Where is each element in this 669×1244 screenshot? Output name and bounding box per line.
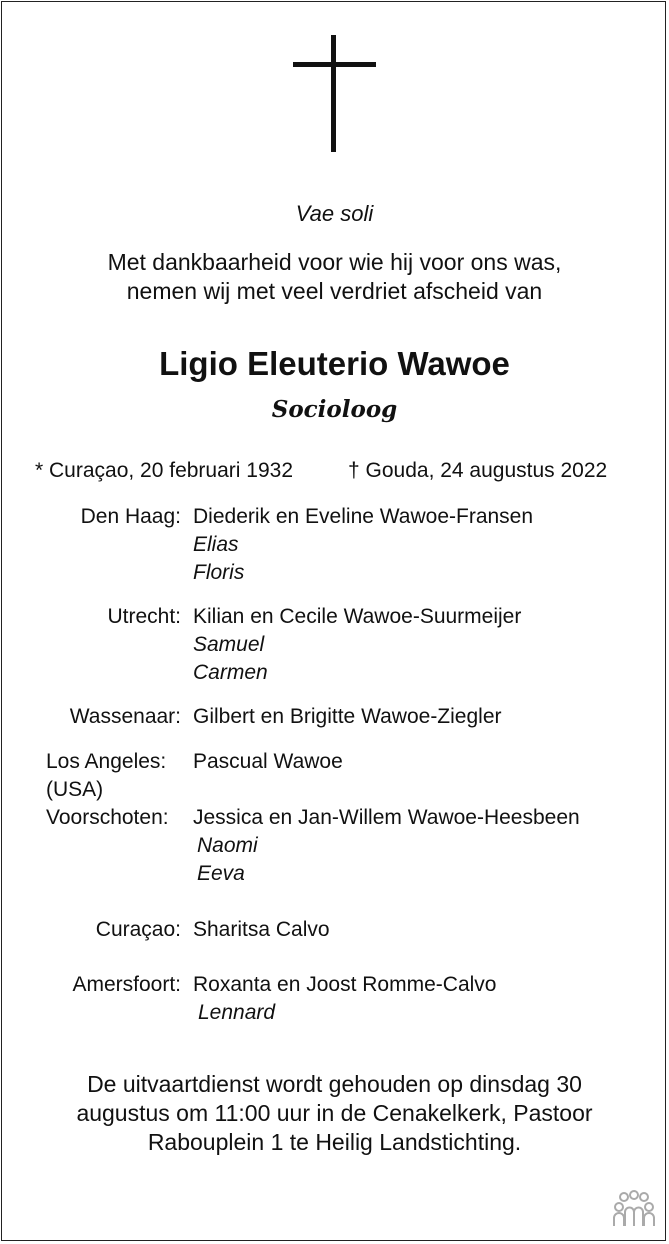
cross-icon [293, 35, 376, 152]
family-place: Curaçao: [95, 918, 181, 941]
family-adults: Roxanta en Joost Romme-Calvo [193, 973, 497, 996]
family-place: Den Haag: [80, 505, 181, 528]
family-names [193, 804, 580, 888]
family-adults: Jessica en Jan-Willem Wawoe-Heesbeen [193, 806, 580, 829]
intro-line: Met dankbaarheid voor wie hij voor ons was, [107, 249, 562, 275]
family-names [193, 603, 521, 687]
family-names [193, 916, 330, 944]
service-text [0, 1070, 669, 1157]
family-child: Elias [193, 533, 239, 556]
family-child: Floris [193, 561, 245, 584]
family-child: Lennard [198, 1001, 276, 1024]
family-adults: Sharitsa Calvo [193, 918, 330, 941]
birth-date: * Curaçao, 20 februari 1932 [35, 459, 293, 482]
service-line: Rabouplein 1 te Heilig Landstichting. [147, 1129, 522, 1155]
service-line: De uitvaartdienst wordt gehouden op dinsdag 30 [87, 1071, 582, 1097]
family-names [193, 971, 496, 1027]
family-place: Voorschoten: [46, 806, 169, 829]
family-names [193, 503, 533, 587]
family-child: Samuel [193, 633, 265, 656]
deceased-profession: Socioloog [271, 396, 398, 423]
intro-line: nemen wij met veel verdriet afscheid van [126, 278, 543, 304]
family-names [193, 748, 343, 776]
death-date: † Gouda, 24 augustus 2022 [348, 459, 608, 482]
service-line: augustus om 11:00 uur in de Cenakelkerk, Pastoor [76, 1100, 593, 1126]
family-adults: Pascual Wawoe [193, 750, 343, 773]
family-place: Utrecht: [107, 605, 181, 628]
family-place [46, 748, 166, 804]
family-child: Naomi [197, 834, 258, 857]
family-place: Wassenaar: [69, 705, 181, 728]
family-place-line: (USA) [46, 778, 104, 801]
family-names [193, 703, 502, 731]
family-child: Carmen [193, 661, 268, 684]
family-child: Eeva [197, 862, 245, 885]
family-adults: Kilian en Cecile Wawoe-Suurmeijer [193, 605, 522, 628]
family-adults: Gilbert en Brigitte Wawoe-Ziegler [193, 705, 502, 728]
deceased-name: Ligio Eleuterio Wawoe [159, 345, 510, 382]
family-place: Amersfoort: [72, 973, 181, 996]
motto: Vae soli [295, 201, 374, 226]
family-adults: Diederik en Eveline Wawoe-Fransen [193, 505, 534, 528]
people-logo-icon [610, 1188, 658, 1230]
intro-text [0, 248, 669, 306]
family-place-line: Los Angeles: [46, 750, 167, 773]
